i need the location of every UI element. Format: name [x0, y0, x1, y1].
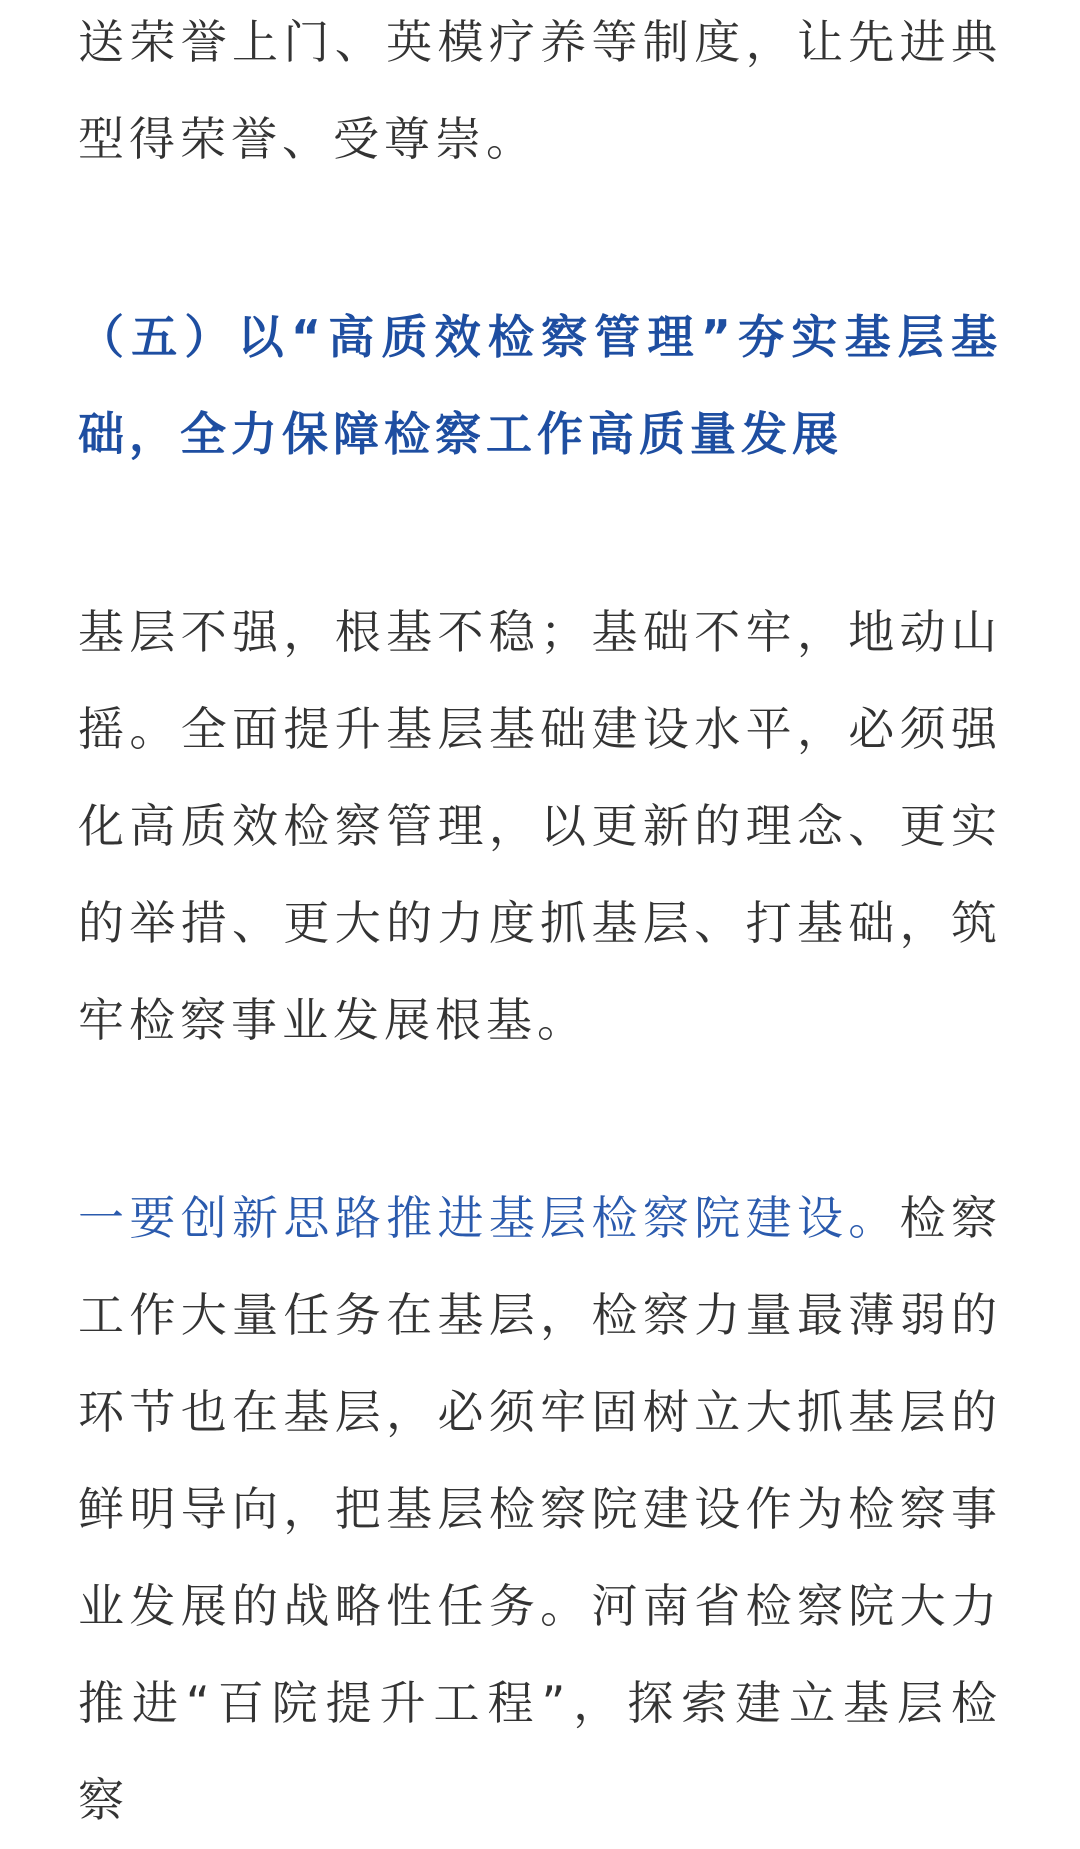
paragraph-lead-sentence: 一要创新思路推进基层检察院建设。 [78, 1191, 900, 1245]
paragraph-body-text: 检察工作大量任务在基层，检察力量最薄弱的环节也在基层，必须牢固树立大抓基层的鲜明导向，把基层检察院建设作为检察事业发展的战略性任务。河南省检察院大力推进“百院提升工程”，探索建立基层检察 [78, 1191, 1003, 1827]
paragraph-honors: 送荣誉上门、英模疗养等制度，让先进典型得荣誉、受尊崇。 [78, 15, 1002, 166]
paragraph-innovation [78, 1170, 1002, 1849]
section-heading-5: （五）以“高质效检察管理”夯实基层基础，全力保障检察工作高质量发展 [78, 310, 1002, 461]
paragraph-grassroots-basis: 基层不强，根基不稳；基础不牢，地动山摇。全面提升基层基础建设水平，必须强化高质效检察管理，以更新的理念、更实的举措、更大的力度抓基层、打基础，筑牢检察事业发展根基。 [78, 605, 1002, 1047]
article-body [78, 0, 1002, 1849]
